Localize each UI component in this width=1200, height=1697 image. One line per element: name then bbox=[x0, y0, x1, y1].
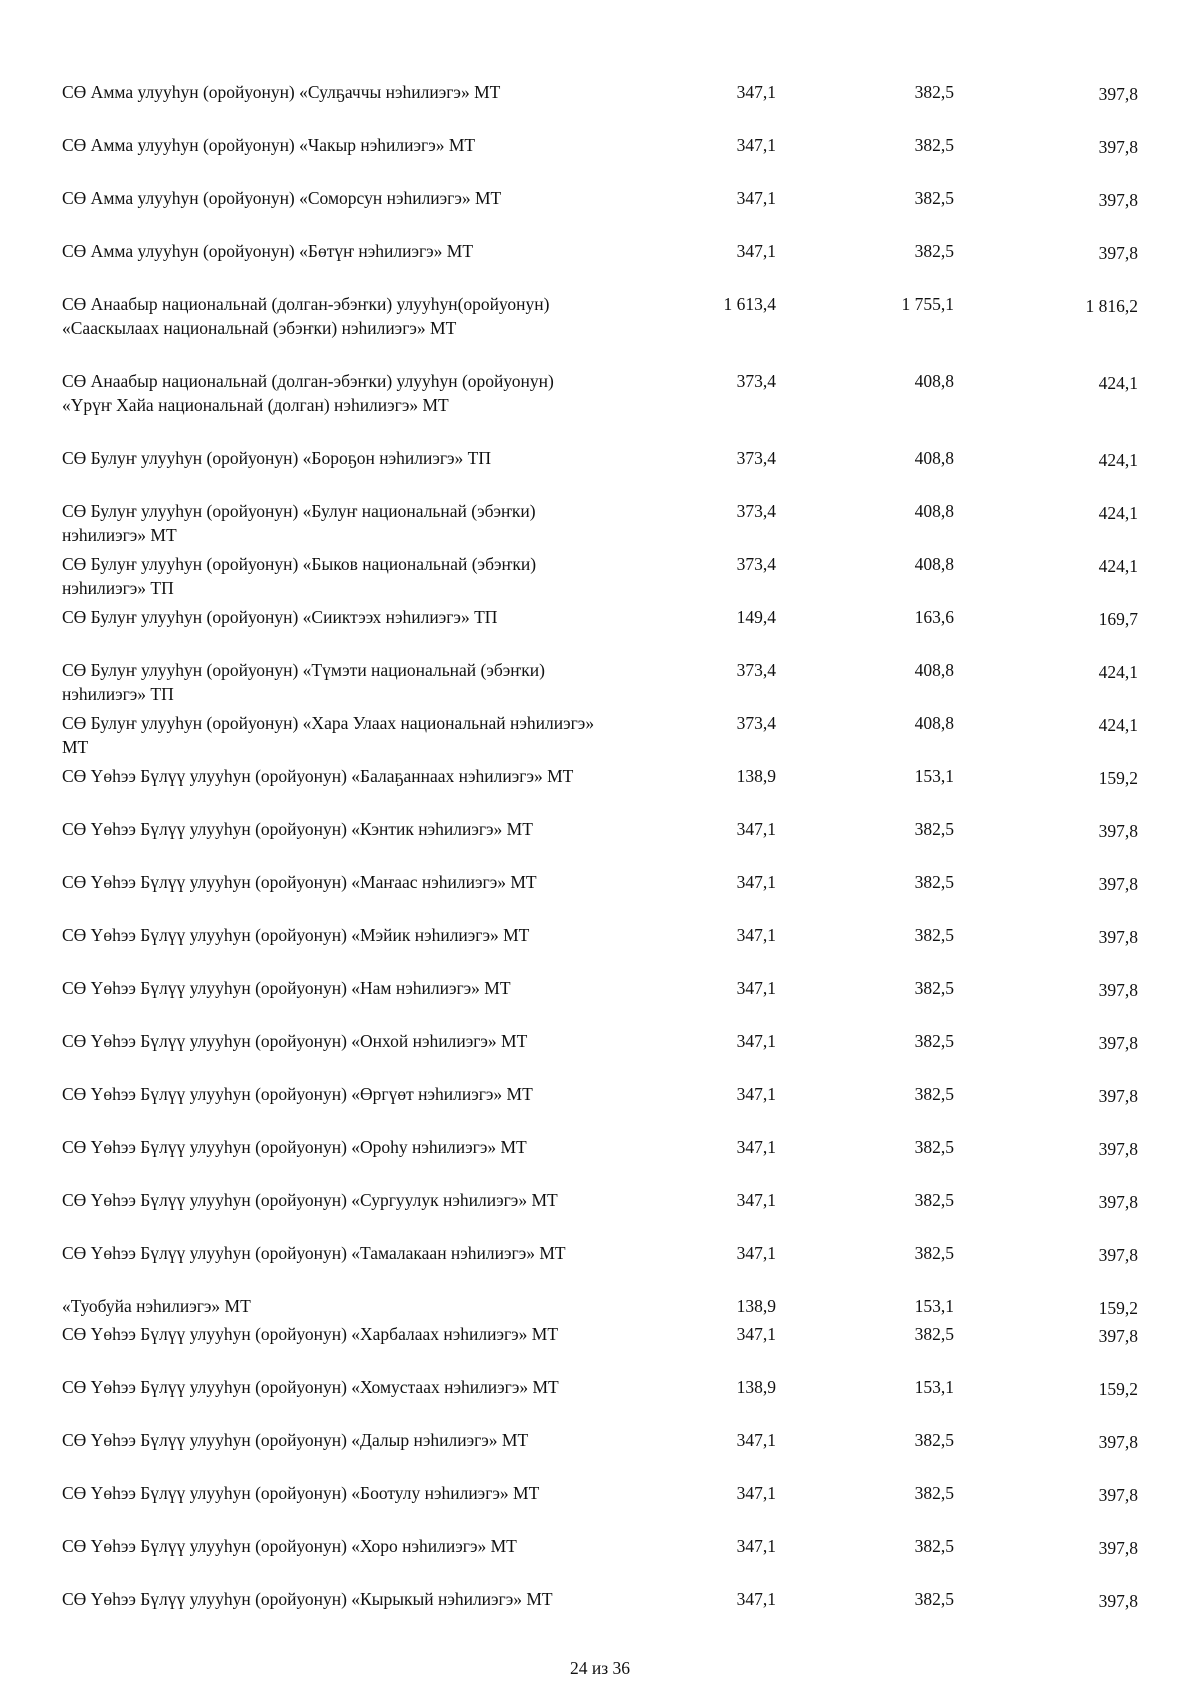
value-year-2: 382,5 bbox=[914, 1137, 954, 1157]
value-year-2: 382,5 bbox=[914, 1243, 954, 1263]
value-year-1: 138,9 bbox=[736, 1377, 776, 1397]
settlement-name: СӨ Булуҥ улууһун (оройуонун) «Сииктээх нэһилиэгэ» ТП bbox=[62, 607, 498, 627]
value-year-1: 347,1 bbox=[736, 1430, 776, 1450]
value-year-3: 397,8 bbox=[1098, 1485, 1138, 1505]
value-year-2: 408,8 bbox=[914, 713, 954, 733]
value-year-2: 382,5 bbox=[914, 1190, 954, 1210]
table-row bbox=[62, 1188, 1142, 1241]
value-year-1: 347,1 bbox=[736, 872, 776, 892]
table-row bbox=[62, 1322, 1142, 1375]
value-year-1: 138,9 bbox=[736, 1296, 776, 1316]
settlement-name: СӨ Үөһээ Бүлүү улууһун (оройуонун) «Ороһу нэһилиэгэ» МТ bbox=[62, 1137, 527, 1157]
page-number: 24 из 36 bbox=[569, 1658, 631, 1678]
settlement-name: СӨ Үөһээ Бүлүү улууһун (оройуонун) «Боотулу нэһилиэгэ» МТ bbox=[62, 1483, 540, 1503]
value-year-1: 347,1 bbox=[736, 1483, 776, 1503]
settlement-name: СӨ Үөһээ Бүлүү улууһун (оройуонун) «Балаҕаннаах нэһилиэгэ» МТ bbox=[62, 766, 574, 786]
value-year-1: 347,1 bbox=[736, 241, 776, 261]
value-year-2: 408,8 bbox=[914, 554, 954, 574]
value-year-2: 382,5 bbox=[914, 1031, 954, 1051]
value-year-3: 424,1 bbox=[1098, 450, 1138, 470]
settlement-name: СӨ Булуҥ улууһун (оройуонун) «Бороҕон нэһилиэгэ» ТП bbox=[62, 448, 491, 468]
value-year-1: 373,4 bbox=[736, 554, 776, 574]
value-year-1: 1 613,4 bbox=[723, 294, 776, 314]
value-year-3: 424,1 bbox=[1098, 556, 1138, 576]
table-row bbox=[62, 292, 1142, 369]
value-year-2: 382,5 bbox=[914, 819, 954, 839]
value-year-2: 408,8 bbox=[914, 660, 954, 680]
table-row bbox=[62, 1587, 1142, 1640]
settlement-name: СӨ Үөһээ Бүлүү улууһун (оройуонун) «Нам нэһилиэгэ» МТ bbox=[62, 978, 511, 998]
value-year-2: 382,5 bbox=[914, 82, 954, 102]
value-year-3: 397,8 bbox=[1098, 1432, 1138, 1452]
value-year-3: 397,8 bbox=[1098, 980, 1138, 1000]
settlement-name: СӨ Анаабыр национальнай (долган-эбэҥки) улууһун (оройуонун) «Үрүҥ Хайа национальнай (долган) нэһилиэгэ» МТ bbox=[62, 371, 554, 415]
table-row bbox=[62, 186, 1142, 239]
value-year-3: 397,8 bbox=[1098, 1591, 1138, 1611]
value-year-2: 382,5 bbox=[914, 241, 954, 261]
value-year-3: 159,2 bbox=[1098, 1298, 1138, 1318]
value-year-3: 1 816,2 bbox=[1085, 296, 1138, 316]
value-year-2: 153,1 bbox=[914, 766, 954, 786]
table-row bbox=[62, 764, 1142, 817]
settlement-name: СӨ Анаабыр национальнай (долган-эбэҥки) улууһун(оройуонун) «Сааскылаах национальнай (эбэҥки) нэһилиэгэ» МТ bbox=[62, 294, 550, 338]
table-row bbox=[62, 552, 1142, 605]
table-row bbox=[62, 923, 1142, 976]
table-row bbox=[62, 1135, 1142, 1188]
table-row bbox=[62, 1375, 1142, 1428]
settlement-name: СӨ Булуҥ улууһун (оройуонун) «Быков национальнай (эбэҥки) нэһилиэгэ» ТП bbox=[62, 554, 537, 598]
value-year-2: 408,8 bbox=[914, 448, 954, 468]
value-year-3: 424,1 bbox=[1098, 662, 1138, 682]
value-year-3: 397,8 bbox=[1098, 1326, 1138, 1346]
value-year-3: 397,8 bbox=[1098, 927, 1138, 947]
value-year-1: 373,4 bbox=[736, 448, 776, 468]
value-year-1: 373,4 bbox=[736, 713, 776, 733]
value-year-1: 347,1 bbox=[736, 819, 776, 839]
table-row bbox=[62, 1082, 1142, 1135]
value-year-1: 373,4 bbox=[736, 501, 776, 521]
settlement-name: СӨ Үөһээ Бүлүү улууһун (оройуонун) «Онхой нэһилиэгэ» МТ bbox=[62, 1031, 528, 1051]
value-year-3: 397,8 bbox=[1098, 137, 1138, 157]
value-year-3: 424,1 bbox=[1098, 503, 1138, 523]
settlement-name: СӨ Үөһээ Бүлүү улууһун (оройуонун) «Кырыкый нэһилиэгэ» МТ bbox=[62, 1589, 553, 1609]
value-year-3: 424,1 bbox=[1098, 373, 1138, 393]
value-year-1: 347,1 bbox=[736, 1243, 776, 1263]
value-year-2: 153,1 bbox=[914, 1377, 954, 1397]
table-row bbox=[62, 1481, 1142, 1534]
settlement-name: СӨ Үөһээ Бүлүү улууһун (оройуонун) «Далыр нэһилиэгэ» МТ bbox=[62, 1430, 529, 1450]
table-row bbox=[62, 817, 1142, 870]
table-row bbox=[62, 870, 1142, 923]
value-year-1: 347,1 bbox=[736, 1084, 776, 1104]
table-row bbox=[62, 239, 1142, 292]
settlement-name: СӨ Үөһээ Бүлүү улууһун (оройуонун) «Маҥаас нэһилиэгэ» МТ bbox=[62, 872, 537, 892]
settlement-name: СӨ Үөһээ Бүлүү улууһун (оройуонун) «Хомустаах нэһилиэгэ» МТ bbox=[62, 1377, 559, 1397]
settlement-name: «Туобуйа нэһилиэгэ» МТ bbox=[62, 1296, 251, 1316]
value-year-3: 424,1 bbox=[1098, 715, 1138, 735]
settlement-name: СӨ Амма улууһун (оройуонун) «Сулҕаччы нэһилиэгэ» МТ bbox=[62, 82, 501, 102]
value-year-3: 397,8 bbox=[1098, 1086, 1138, 1106]
settlement-name: СӨ Үөһээ Бүлүү улууһун (оройуонун) «Өргүөт нэһилиэгэ» МТ bbox=[62, 1084, 533, 1104]
value-year-2: 382,5 bbox=[914, 1084, 954, 1104]
value-year-3: 397,8 bbox=[1098, 1139, 1138, 1159]
value-year-3: 159,2 bbox=[1098, 768, 1138, 788]
settlement-name: СӨ Булуҥ улууһун (оройуонун) «Булуҥ национальнай (эбэҥки) нэһилиэгэ» МТ bbox=[62, 501, 536, 545]
value-year-3: 169,7 bbox=[1098, 609, 1138, 629]
table-row bbox=[62, 1029, 1142, 1082]
value-year-3: 397,8 bbox=[1098, 1033, 1138, 1053]
value-year-3: 397,8 bbox=[1098, 821, 1138, 841]
value-year-1: 347,1 bbox=[736, 188, 776, 208]
settlement-name: СӨ Амма улууһун (оройуонун) «Бөтүҥ нэһилиэгэ» МТ bbox=[62, 241, 474, 261]
settlement-name: СӨ Үөһээ Бүлүү улууһун (оройуонун) «Хоро нэһилиэгэ» МТ bbox=[62, 1536, 517, 1556]
value-year-3: 397,8 bbox=[1098, 1538, 1138, 1558]
table-row bbox=[62, 711, 1142, 764]
settlement-name: СӨ Амма улууһун (оройуонун) «Соморсун нэһилиэгэ» МТ bbox=[62, 188, 502, 208]
settlement-name: СӨ Үөһээ Бүлүү улууһун (оройуонун) «Кэнтик нэһилиэгэ» МТ bbox=[62, 819, 533, 839]
value-year-2: 382,5 bbox=[914, 1324, 954, 1344]
table-row bbox=[62, 499, 1142, 552]
settlement-name: СӨ Булуҥ улууһун (оройуонун) «Түмэти национальнай (эбэҥки) нэһилиэгэ» ТП bbox=[62, 660, 545, 704]
value-year-1: 347,1 bbox=[736, 1536, 776, 1556]
table-row bbox=[62, 976, 1142, 1029]
table-row bbox=[62, 369, 1142, 446]
value-year-3: 397,8 bbox=[1098, 874, 1138, 894]
value-year-1: 373,4 bbox=[736, 371, 776, 391]
value-year-3: 397,8 bbox=[1098, 1192, 1138, 1212]
value-year-1: 347,1 bbox=[736, 1031, 776, 1051]
value-year-3: 159,2 bbox=[1098, 1379, 1138, 1399]
table-row bbox=[62, 80, 1142, 133]
value-year-2: 382,5 bbox=[914, 1589, 954, 1609]
value-year-2: 153,1 bbox=[914, 1296, 954, 1316]
value-year-1: 149,4 bbox=[736, 607, 776, 627]
table-row bbox=[62, 1294, 1142, 1322]
value-year-1: 347,1 bbox=[736, 978, 776, 998]
value-year-1: 373,4 bbox=[736, 660, 776, 680]
value-year-2: 382,5 bbox=[914, 188, 954, 208]
table-row bbox=[62, 446, 1142, 499]
value-year-2: 1 755,1 bbox=[901, 294, 954, 314]
value-year-1: 347,1 bbox=[736, 1589, 776, 1609]
table-row bbox=[62, 1534, 1142, 1587]
value-year-3: 397,8 bbox=[1098, 190, 1138, 210]
value-year-1: 347,1 bbox=[736, 1190, 776, 1210]
value-year-1: 347,1 bbox=[736, 1137, 776, 1157]
value-year-1: 347,1 bbox=[736, 82, 776, 102]
value-year-2: 408,8 bbox=[914, 501, 954, 521]
value-year-1: 347,1 bbox=[736, 1324, 776, 1344]
value-year-1: 347,1 bbox=[736, 135, 776, 155]
value-year-1: 138,9 bbox=[736, 766, 776, 786]
value-year-2: 163,6 bbox=[914, 607, 954, 627]
table-row bbox=[62, 605, 1142, 658]
settlement-name: СӨ Амма улууһун (оройуонун) «Чакыр нэһилиэгэ» МТ bbox=[62, 135, 476, 155]
value-year-1: 347,1 bbox=[736, 925, 776, 945]
value-year-2: 408,8 bbox=[914, 371, 954, 391]
allocation-table bbox=[62, 80, 1142, 1640]
value-year-2: 382,5 bbox=[914, 925, 954, 945]
value-year-2: 382,5 bbox=[914, 135, 954, 155]
table-row bbox=[62, 1428, 1142, 1481]
value-year-3: 397,8 bbox=[1098, 84, 1138, 104]
value-year-2: 382,5 bbox=[914, 1430, 954, 1450]
value-year-2: 382,5 bbox=[914, 978, 954, 998]
settlement-name: СӨ Үөһээ Бүлүү улууһун (оройуонун) «Сургуулук нэһилиэгэ» МТ bbox=[62, 1190, 558, 1210]
table-row bbox=[62, 133, 1142, 186]
value-year-2: 382,5 bbox=[914, 872, 954, 892]
table-row bbox=[62, 658, 1142, 711]
value-year-2: 382,5 bbox=[914, 1483, 954, 1503]
settlement-name: СӨ Булуҥ улууһун (оройуонун) «Хара Улаах национальнай нэһилиэгэ» МТ bbox=[62, 713, 595, 757]
table-row bbox=[62, 1241, 1142, 1294]
value-year-2: 382,5 bbox=[914, 1536, 954, 1556]
settlement-name: СӨ Үөһээ Бүлүү улууһун (оройуонун) «Харбалаах нэһилиэгэ» МТ bbox=[62, 1324, 559, 1344]
settlement-name: СӨ Үөһээ Бүлүү улууһун (оройуонун) «Мэйик нэһилиэгэ» МТ bbox=[62, 925, 530, 945]
value-year-3: 397,8 bbox=[1098, 1245, 1138, 1265]
settlement-name: СӨ Үөһээ Бүлүү улууһун (оройуонун) «Тамалакаан нэһилиэгэ» МТ bbox=[62, 1243, 566, 1263]
value-year-3: 397,8 bbox=[1098, 243, 1138, 263]
